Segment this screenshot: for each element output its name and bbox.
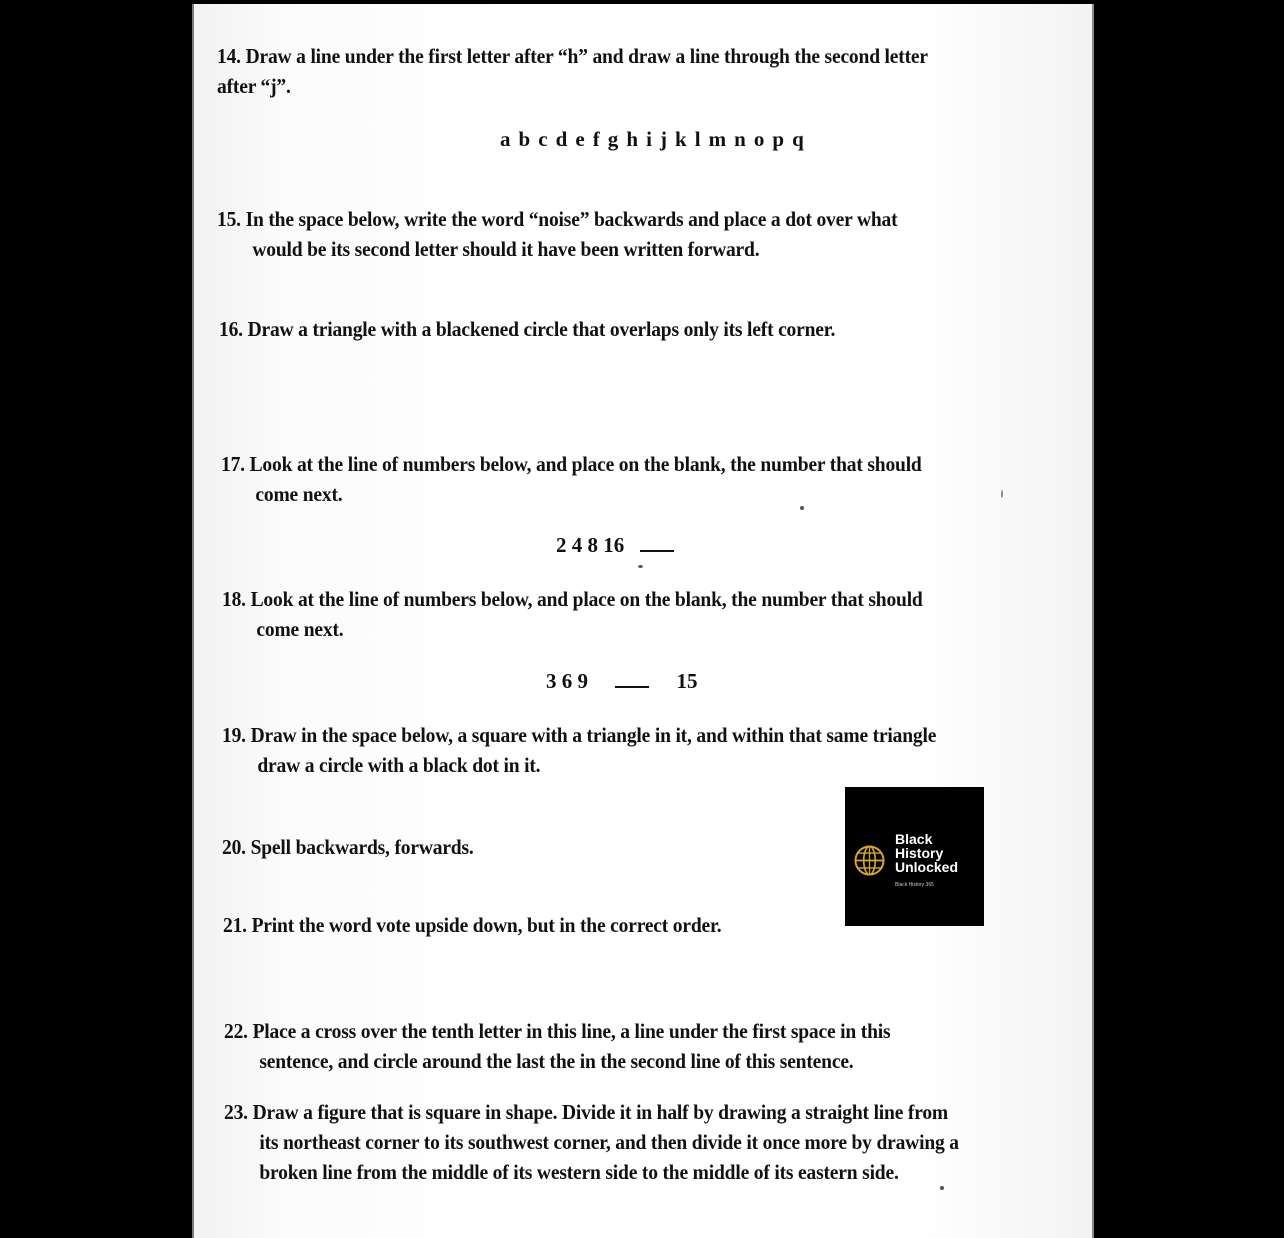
question-number: 21.: [223, 913, 247, 937]
number-sequence-18: [546, 669, 698, 694]
question-text-line-1: Spell backwards, forwards.: [250, 835, 474, 859]
question-number: 20.: [222, 835, 246, 859]
question-text-line-2: sentence, and circle around the last the in the second line of this sentence.: [259, 1049, 854, 1073]
number-sequence-17: [556, 533, 674, 558]
question-22: [224, 1016, 890, 1076]
question-text-line-1: Look at the line of numbers below, and place on the blank, the number that should: [249, 452, 922, 476]
question-number: 19.: [222, 723, 246, 747]
question-text-line-1: Draw a triangle with a blackened circle that overlaps only its left corner.: [247, 317, 836, 341]
question-19: [222, 720, 936, 780]
question-text-line-1: Draw a figure that is square in shape. Divide it in half by drawing a straight line from: [252, 1100, 949, 1124]
question-number: 14.: [217, 44, 241, 68]
logo-brand-text: [895, 832, 958, 874]
question-text-line-2: draw a circle with a black dot in it.: [257, 753, 541, 777]
question-text-line-2: its northeast corner to its southwest corner, and then divide it once more by drawing a: [259, 1130, 959, 1154]
question-text-line-3: broken line from the middle of its western side to the middle of its eastern side.: [259, 1160, 899, 1184]
question-text-line-2: come next.: [256, 617, 344, 641]
answer-blank[interactable]: [640, 536, 674, 552]
question-text-line-2: would be its second letter should it have been written forward.: [252, 237, 760, 261]
question-text-line-1: Look at the line of numbers below, and place on the blank, the number that should: [250, 587, 923, 611]
question-text-line-1: In the space below, write the word “noise” backwards and place a dot over what: [245, 207, 898, 231]
globe-icon: [853, 844, 886, 877]
sequence-numbers-after: 15: [676, 669, 698, 693]
sequence-numbers-before: 3 6 9: [546, 669, 588, 693]
question-number: 22.: [224, 1019, 248, 1043]
question-text-line-1: Print the word vote upside down, but in the correct order.: [251, 913, 722, 937]
question-16: [219, 314, 835, 344]
question-number: 17.: [221, 452, 245, 476]
question-17: [221, 449, 922, 509]
alphabet-line: a b c d e f g h i j k l m n o p q: [500, 127, 806, 151]
question-23: [224, 1097, 959, 1187]
question-number: 23.: [224, 1100, 248, 1124]
question-text-line-1: Draw in the space below, a square with a triangle in it, and within that same triangle: [250, 723, 937, 747]
sequence-numbers: 2 4 8 16: [556, 533, 625, 557]
question-14: [217, 41, 928, 101]
brand-line-3: Unlocked: [895, 859, 959, 875]
question-20: [222, 832, 474, 862]
scan-speck: [1001, 490, 1003, 498]
question-15: [217, 204, 897, 264]
question-21: [223, 910, 721, 940]
question-text-line-2: after “j”.: [217, 74, 291, 98]
scan-speck: [638, 565, 643, 568]
logo-tagline: Black History 365: [895, 882, 934, 888]
question-number: 16.: [219, 317, 243, 341]
question-18: [222, 584, 923, 644]
question-text-line-2: come next.: [255, 482, 343, 506]
scan-speck: [800, 506, 804, 510]
question-number: 18.: [222, 587, 246, 611]
black-history-unlocked-logo: [845, 787, 984, 926]
brand-line-2: History: [895, 845, 944, 861]
question-text-line-1: Place a cross over the tenth letter in this line, a line under the first space in this: [252, 1019, 891, 1043]
scan-speck: [940, 1186, 944, 1190]
brand-line-1: Black: [895, 831, 933, 847]
question-number: 15.: [217, 207, 241, 231]
question-text-line-1: Draw a line under the first letter after “h” and draw a line through the second letter: [245, 44, 928, 68]
answer-blank[interactable]: [615, 672, 649, 688]
